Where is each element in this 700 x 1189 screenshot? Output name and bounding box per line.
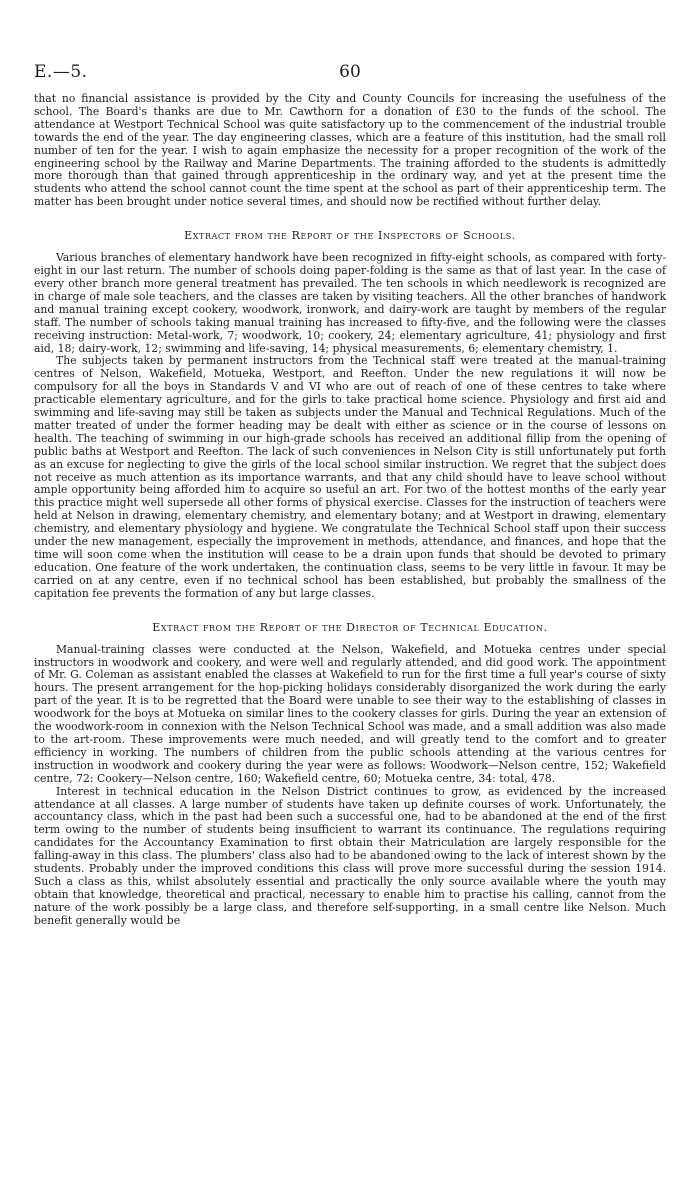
paragraph-technical-staff-subjects: The subjects taken by permanent instructors from the Technical staff were treated at the manual-training centres of Nelson, Wakefield, Motueka, Westport, and Reefton. Under the new regulations it will now be compulsory for all the boys in Standards V and VI who are out of reach of one of these centres to take where practicable elementary agriculture, and for the girls to take practical home science. Physiology and first aid and swimming and life-saving may still be taken as subjects under the Manual and Technical Regulations. Much of the matter treated of under the former heading may be dealt with either as science or in the course of lessons on health. The teaching of swimming in our high-grade schools has received an additional fillip from the opening of public baths at Westport and Reefton. The lack of such conveniences in Nelson City is still unfortunately put forth as an excuse for neglecting to give the girls of the local school similar instruction. We regret that the subject does not receive as much attention as its importance warrants, and that any child should have to leave school without ample opportunity being afforded him to acquire so useful an art. For two of the hottest months of the early year this practice might well supersede all other forms of physical exercise. Classes for the instruction of teachers were held at Nelson in drawing, elementary chemistry, and elementary botany; and at Westport in drawing, elementary chemistry, and elementary physiology and hygiene. We congratulate the Technical School staff upon their success under the new management, especially the improvement in methods, attendance, and finances, and hope that the time will soon come when the institution will cease to be a drain upon funds that should be devoted to primary education. One feature of the work undertaken, the continuation class, seems to be very little in favour. It may be carried on at any centre, even if no technical school has been established, but probably the smallness of the capitation fee prevents the formation of any but large classes. bbox=[34, 354, 666, 600]
paragraph-technical-education-interest: Interest in technical education in the Nelson District continues to grow, as evidenced by the increased attendance at all classes. A large number of students have taken up definite courses of work. Unfortunately, the accountancy class, which in the past had been such a successful one, had to be abandoned at the end of the first term owing to the number of students being insufficient to warrant its continuance. The regulations requiring candidates for the Accountancy Examination to first obtain their Matriculation are largely responsible for the falling-away in this class. The plumbers' class also had to be abandoned owing to the lack of interest shown by the students. Probably under the improved conditions this class will prove more successful during the session 1914. Such a class as this, whilst absolutely essential and practically the only source available where the youth may obtain that knowledge, theoretical and practical, necessary to enable him to practise his calling, cannot from the nature of the work possibly be a large class, and therefore self-supporting, in a small centre like Nelson. Much benefit generally would be bbox=[34, 784, 666, 927]
document-reference: E.—5. bbox=[34, 62, 88, 82]
page-header bbox=[34, 62, 666, 86]
page-body bbox=[34, 93, 666, 928]
heading-inspectors-report: Extract from the Report of the Inspectors of Schools. bbox=[184, 229, 516, 243]
paragraph-manual-training-classes: Manual-training classes were conducted at the Nelson, Wakefield, and Motueka centres under special instructors in woodwork and cookery, and were well and regularly attended, and did good work. The appointment of Mr. G. Coleman as assistant enabled the classes at Wakefield to run for the first time a full year's course of sixty hours. The present arrangement for the hop-picking holidays considerably disorganized the work during the early part of the year. It is to be regretted that the Board were unable to see their way to the establishing of classes in woodwork for the boys at Motueka on similar lines to the cookery classes for girls. During the year an extension of the woodwork-room in connexion with the Nelson Technical School was made, and a small addition was also made to the art-room. These improvements were much needed, and will greatly tend to the comfort and to greater efficiency in working. The numbers of children from the public schools attending at the various centres for instruction in woodwork and cookery during the year were as follows: Woodwork—Nelson centre, 152; Wakefield centre, 72: Cookery—Nelson centre, 160; Wakefield centre, 60; Motueka centre, 34: total, 478. bbox=[34, 642, 666, 785]
paragraph-elementary-handwork: Various branches of elementary handwork have been recognized in fifty-eight schools, as compared with forty-eight in our last return. The number of schools doing paper-folding is the same as that of last year. In the case of every other branch more general treatment has prevailed. The ten schools in which needlework is recognized are in charge of male sole teachers, and the classes are taken by visiting teachers. All the other branches of handwork and manual training except cookery, woodwork, ironwork, and dairy-work are taught by members of the regular staff. The number of schools taking manual training has increased to fifty-five, and the following were the classes receiving instruction: Metal-work, 7; woodwork, 10; cookery, 24; elementary agriculture, 41; physiology and first aid, 18; dairy-work, 12; swimming and life-saving, 14; physical measurements, 6; elementary chemistry, 1. bbox=[34, 251, 666, 355]
heading-director-report: Extract from the Report of the Director of Technical Education. bbox=[152, 620, 548, 634]
paragraph-westport-school: that no financial assistance is provided by the City and County Councils for increasing the usefulness of the school. The Board's thanks are due to Mr. Cawthorn for a donation of £30 to the funds of the school. The attendance at Westport Technical School was quite satisfactory up to the commencement of the industrial trouble towards the end of the year. The day engineering classes, which are a feature of this institution, had the small roll number of ten for the year. I wish to again emphasize the necessity for a proper recognition of the work of the engineering school by the Railway and Marine Departments. The training afforded to the students is admittedly more thorough than that gained through apprenticeship in the ordinary way, and yet at the present time the students who attend the school cannot count the time spent at the school as part of their apprenticeship term. The matter has been brought under notice several times, and should now be rectified without further delay. bbox=[34, 92, 666, 209]
page-number: 60 bbox=[339, 62, 361, 82]
